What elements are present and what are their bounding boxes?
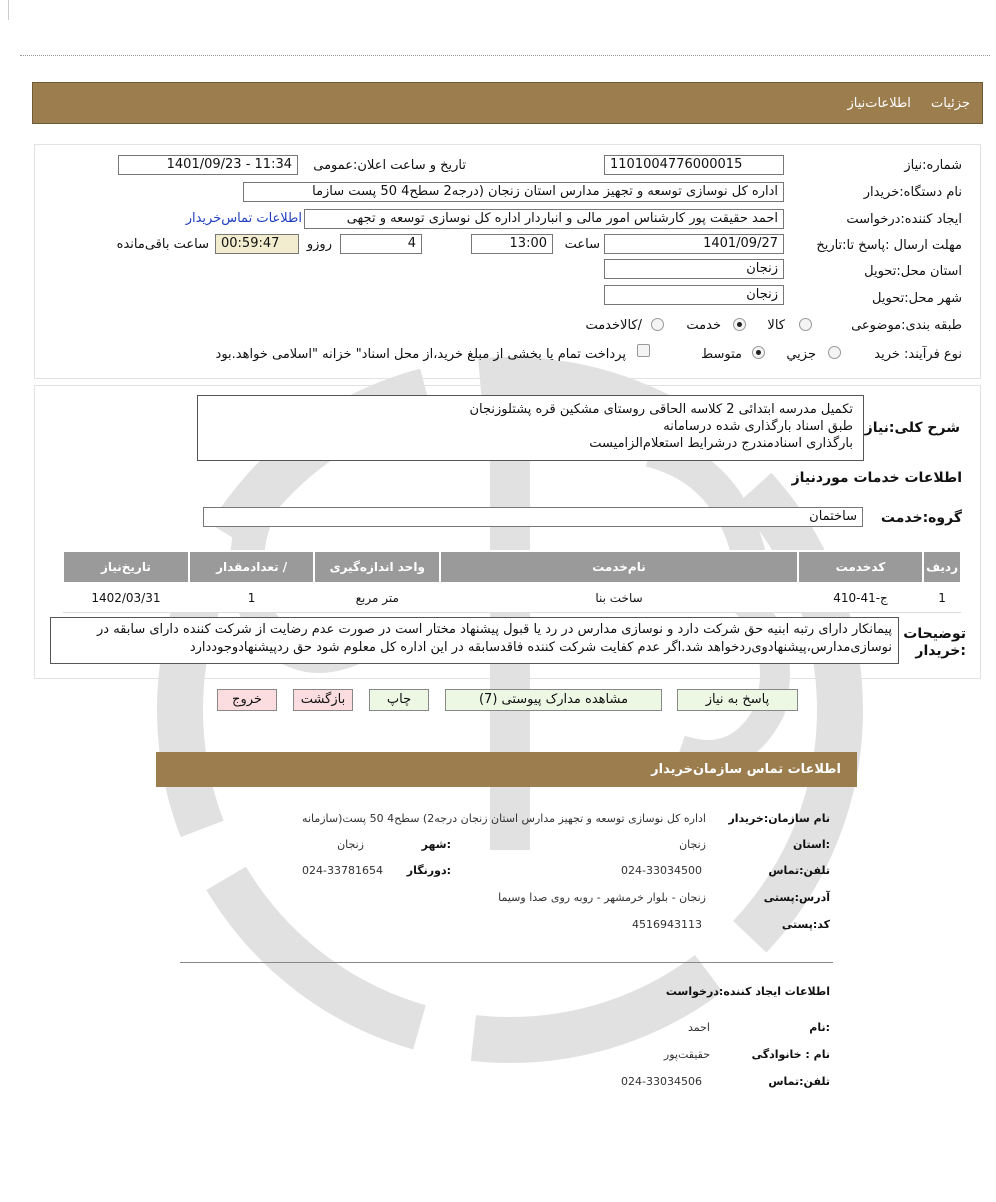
deadline-label: مهلت ارسال :پاسخ تا:تاریخ bbox=[816, 238, 962, 253]
days-label: روزو bbox=[306, 237, 332, 252]
category-goods-service-label: /کالاخدمت bbox=[585, 318, 642, 333]
creator-phone-value: 024-33034506 bbox=[621, 1075, 702, 1088]
creator-name-label: :نام bbox=[809, 1021, 830, 1034]
category-service-radio[interactable] bbox=[733, 318, 746, 331]
buyer-org-label: نام دستگاه:خریدار bbox=[863, 185, 962, 200]
deadline-date-field: 1401/09/27 bbox=[604, 234, 784, 254]
contact-phone-label: تلفن:تماس bbox=[768, 864, 830, 877]
category-service-label: خدمت bbox=[686, 318, 721, 333]
announce-date-field: 1401/09/23 - 11:34 bbox=[118, 155, 298, 175]
org-name-label: نام سازمان:خریدار bbox=[728, 812, 830, 825]
reply-to-need-button[interactable]: پاسخ به نیاز bbox=[677, 689, 798, 711]
contact-address-value: زنجان - بلوار خرمشهر - روبه روی صدا وسیما bbox=[498, 891, 706, 904]
remaining-time-label: ساعت باقی‌مانده bbox=[116, 237, 209, 252]
deadline-time-label: ساعت bbox=[564, 237, 600, 252]
need-number-field: 1101004776000015 bbox=[604, 155, 784, 175]
creator-name-value: احمد bbox=[688, 1021, 710, 1034]
service-group-field: ساختمان bbox=[203, 507, 863, 527]
creator-family-label: نام : خانوادگی bbox=[751, 1048, 830, 1061]
delivery-city-label: شهر محل:تحویل bbox=[872, 291, 962, 306]
category-goods-service-radio[interactable] bbox=[651, 318, 664, 331]
col-need-date: تاریخ‌نیاز bbox=[63, 551, 189, 583]
buyer-notes-box: پیمانکار دارای رتبه ابنیه حق شرکت دارد و نوسازی مدارس در رد یا قبول پیشنهاد مختار است در صورت عدم رضایت از شرکت کننده دارای سابقه در نوسازی‌مدارس،پیشنهادوی‌ردخواهد شد.اگر عدم کفایت شرکت کننده فاقدسابقه در این اداره کل معلوم شود حق ردپیشنهادوجوددارد bbox=[50, 617, 899, 664]
table-row bbox=[63, 583, 961, 613]
contact-postal-label: کد:پستی bbox=[781, 918, 830, 931]
print-button[interactable]: چاپ bbox=[369, 689, 429, 711]
contact-address-label: آدرس:پستی bbox=[763, 891, 830, 904]
description-box bbox=[197, 395, 864, 461]
need-number-label: شماره:نیاز bbox=[904, 158, 962, 173]
creator-phone-label: تلفن:تماس bbox=[768, 1075, 830, 1088]
request-creator-field: احمد حقیقت پور کارشناس امور مالی و انباردار اداره کل نوسازی توسعه و تجهی bbox=[304, 209, 784, 229]
cell-quantity: 1 bbox=[189, 583, 315, 613]
page-edge-line bbox=[8, 0, 9, 20]
contact-postal-value: 4516943113 bbox=[632, 918, 702, 931]
description-label: شرح کلی:نیاز bbox=[864, 420, 960, 436]
exit-button[interactable]: خروج bbox=[217, 689, 277, 711]
contact-separator bbox=[180, 962, 833, 963]
description-line-1: تکمیل مدرسه ابتدائی 2 کلاسه الحاقی روستای مشکین قره پشتلوزنجان bbox=[469, 402, 853, 417]
col-quantity: / تعدادمقدار bbox=[189, 551, 315, 583]
service-group-label: گروه:خدمت bbox=[880, 510, 962, 526]
buyer-contact-header bbox=[156, 752, 857, 787]
buyer-notes-label: توضیحات :خریدار bbox=[903, 626, 966, 659]
category-label: طبقه بندی:موضوعی bbox=[851, 318, 962, 333]
buyer-org-field: اداره کل نوسازی توسعه و تجهیز مدارس استان زنجان (درجه2 سطح4 50 پست سازما bbox=[243, 182, 784, 202]
tab-details[interactable]: جزئیات bbox=[931, 96, 970, 111]
treasury-payment-checkbox[interactable] bbox=[637, 344, 650, 357]
delivery-province-field: زنجان bbox=[604, 259, 784, 279]
delivery-city-field: زنجان bbox=[604, 285, 784, 305]
remaining-time-field: 00:59:47 bbox=[215, 234, 299, 254]
need-info-panel bbox=[34, 144, 981, 379]
cell-service-name: ساخت بنا bbox=[440, 583, 798, 613]
contact-phone-value: 024-33034500 bbox=[621, 864, 702, 877]
cell-row-number: 1 bbox=[923, 583, 961, 613]
cell-unit: متر مربع bbox=[314, 583, 440, 613]
services-table bbox=[62, 550, 962, 613]
description-line-2: طبق اسناد بارگذاری شده درسامانه bbox=[663, 419, 853, 434]
contact-city-label: :شهر bbox=[421, 838, 451, 851]
process-type-label: نوع فرآیند: خرید bbox=[874, 347, 962, 362]
tab-need-info[interactable]: اطلاعات‌نیاز bbox=[847, 96, 911, 111]
creator-family-value: حقیقت‌پور bbox=[663, 1048, 710, 1061]
contact-city-value: زنجان bbox=[337, 838, 364, 851]
process-medium-radio[interactable] bbox=[752, 346, 765, 359]
deadline-time-field: 13:00 bbox=[471, 234, 553, 254]
buyer-contact-link[interactable]: اطلاعات تماس‌خریدار bbox=[185, 211, 302, 226]
process-minor-label: جزيي bbox=[786, 347, 816, 362]
table-header-row bbox=[63, 551, 961, 583]
contact-province-value: زنجان bbox=[679, 838, 706, 851]
col-unit: واحد اندازه‌گیری bbox=[314, 551, 440, 583]
view-attachments-button[interactable]: مشاهده مدارک پیوستی (7) bbox=[445, 689, 662, 711]
process-minor-radio[interactable] bbox=[828, 346, 841, 359]
page-header-bar bbox=[32, 82, 983, 124]
days-field: 4 bbox=[340, 234, 422, 254]
contact-province-label: :استان bbox=[793, 838, 830, 851]
category-goods-label: کالا bbox=[767, 318, 785, 333]
category-goods-radio[interactable] bbox=[799, 318, 812, 331]
col-service-code: کدخدمت bbox=[798, 551, 923, 583]
col-service-name: نام‌خدمت bbox=[440, 551, 798, 583]
process-medium-label: متوسط bbox=[701, 347, 742, 362]
col-row-number: ردیف bbox=[923, 551, 961, 583]
announce-date-label: تاریخ و ساعت اعلان:عمومی bbox=[313, 158, 466, 173]
cell-service-code: ج-41-410 bbox=[798, 583, 923, 613]
contact-fax-label: :دورنگار bbox=[406, 864, 451, 877]
top-divider bbox=[20, 55, 990, 56]
buyer-contact-title: اطلاعات تماس سازمان‌خریدار bbox=[651, 762, 841, 777]
contact-fax-value: 024-33781654 bbox=[302, 864, 383, 877]
cell-need-date: 1402/03/31 bbox=[63, 583, 189, 613]
delivery-province-label: استان محل:تحویل bbox=[864, 264, 962, 279]
request-creator-label: ایجاد کننده:درخواست bbox=[846, 212, 962, 227]
creator-info-title: اطلاعات ایجاد کننده:درخواست bbox=[665, 985, 830, 998]
org-name-value: اداره کل نوسازی توسعه و تجهیز مدارس استان زنجان درجه2) سطح4 50 پست(سازمانه bbox=[302, 812, 706, 825]
services-section-title: اطلاعات خدمات موردنیاز bbox=[791, 470, 962, 486]
treasury-payment-note: پرداخت تمام یا بخشی از مبلغ خرید،از محل اسناد" خزانه "اسلامی خواهد.بود bbox=[215, 347, 626, 362]
back-button[interactable]: بازگشت bbox=[293, 689, 353, 711]
description-line-3: بارگذاری اسنادمندرج درشرایط استعلام‌الزامیست bbox=[589, 436, 853, 451]
